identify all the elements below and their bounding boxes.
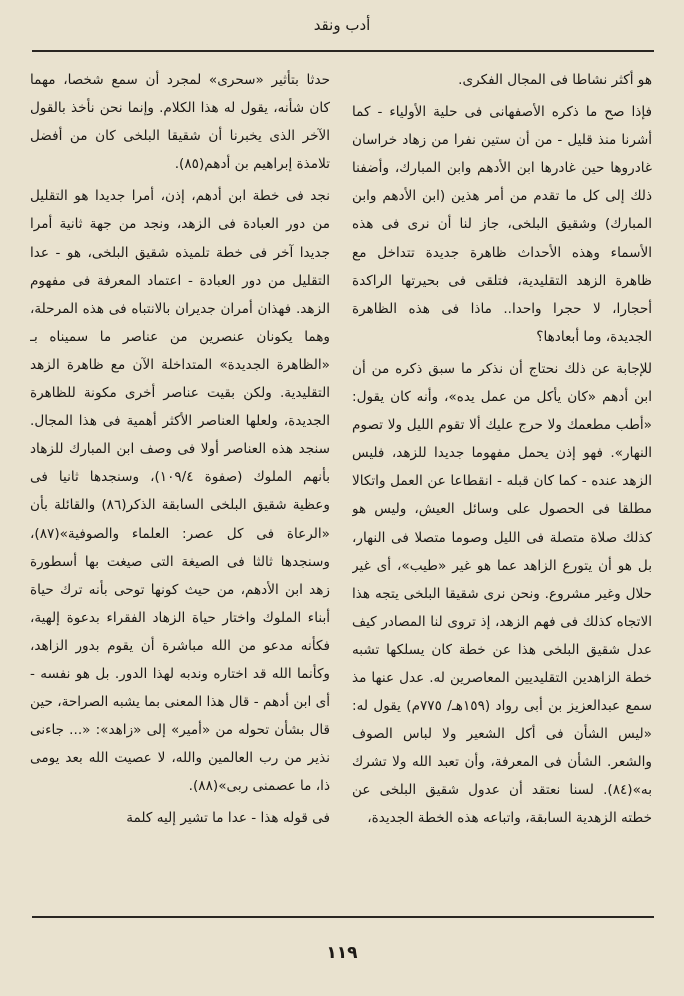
page-number: ١١٩ (326, 943, 358, 963)
paragraph: فإذا صح ما ذكره الأصفهانى فى حلية الأولياء - كما أشرنا منذ قليل - من أن ستين نفرا من زهاد خراسان غادروها حين غادرها ابن الأدهم وابن المبارك، وأضفنا ذلك إلى كل ما تقدم من أمر هذين (ابن الأدهم وابن المبارك) وشقيق البلخى، جاز لنا أن نرى فى هذه الأسماء وهذه الأحداث ظاهرة جديدة تتداخل مع ظاهرة الزهد التقليدية، فتلقى فى بحيرتها الراكدة أحجارا، لا حجرا واحدا.. ماذا فى هذه الظاهرة الجديدة، وما أبعادها؟ (352, 104, 652, 345)
paragraph: فى قوله هذا - عدا ما تشير إليه كلمة (126, 810, 330, 827)
left-column (30, 66, 330, 904)
paragraph: نجد فى خطة ابن أدهم، إذن، أمرا جديدا هو التقليل من دور العبادة فى الزهد، ونجد من جهة ثانية أمرا جديدا آخر فى خطة تلميذه شقيق البلخى، هو - عدا التقليل من دور العبادة - اعتماد المعرفة فى مفهوم الزهد. فهذان أمران جديران بالانتباه فى هذه المرحلة، وهما يكونان عنصرين من عناصر ما سميناه بـ «الظاهرة الجديدة» المتداخلة الآن مع ظاهرة الزهد التقليدية. ولكن بقيت عناصر أخرى مكونة للظاهرة الجديدة، ولعلها العناصر الأكثر أهمية فى هذا المجال. سنجد هذه العناصر أولا فى وصف ابن المبارك للزهاد بأنهم الملوك (صفوة ١٠٩/٤)، وسنجدها ثانيا فى وعظية شقيق البلخى السابقة الذكر(٨٦) والقائلة بأن «الرعاة فى كل عصر: العلماء والصوفية»(٨٧)، وسنجدها ثالثا فى الصيغة التى صيغت بها أسطورة زهد ابن الأدهم، من حيث كونها توحى بأنه ترك حياة أبناء الملوك واختار حياة الزهاد الفقراء بدعوة إلهية، فكأنه مدعو من الله مباشرة أن يقوم بدور الزاهد، وكأنما الله قد اختاره وندبه لهذا الدور. بل هو نفسه - أى ابن أدهم - قال هذا المعنى بما يشبه الصراحة، حين قال بشأن تحوله من «أمير» إلى «زاهد»: «... جاءنى نذير من رب العالمين والله، لا عصيت الله بعد يومى ذا، ما عصمنى ربى»(٨٨). (30, 188, 330, 795)
paragraph: للإجابة عن ذلك نحتاج أن نذكر ما سبق ذكره من أن ابن أدهم «كان يأكل من عمل يده»، وأنه كان يقول: «أطب مطعمك ولا حرج عليك ألا تقوم الليل ولا تصوم النهار». فهو إذن يحمل مفهوما جديدا للزهد، فليس الزهد عنده - كما كان قبله - انقطاعا عن العمل واتكالا مطلقا فى الحصول على وسائل العيش، وليس هو كذلك صلاة متصلة فى الليل وصوما متصلا فى النهار، بل هو أن يتورع الزاهد عما هو غير «طيب»، أى غير حلال وغير مشروع. ونحن نرى شقيقا البلخى يتجه هذا الاتجاه كذلك فى فهم الزهد، إذ تروى لنا المصادر كيف عدل شقيق البلخى هذا عن خطة كان يسلكها تشبه خطة الزاهدين التقليديين المعاصرين له. عدل عنها مذ سمع عبدالعزيز بن أبى رواد (١٥٩هـ/ ٧٧٥م) يقول له: «ليس الشأن فى أكل الشعير ولا لباس الصوف والشعر. الشأن فى المعرفة، وأن تعبد الله ولا تشرك به»(٨٤). لسنا نعتقد أن عدول شقيق البلخى عن خطته الزهدية السابقة، واتباعه هذه الخطة الجديدة، (352, 360, 652, 827)
paragraph: حدثا بتأثير «سحرى» لمجرد أن سمع شخصا، مهما كان شأنه، يقول له هذا الكلام. وإنما نحن نأخذ بالقول الآخر الذى يخبرنا أن شقيقا البلخى كان من أفضل تلامذة إبراهيم بن أدهم(٨٥). (30, 72, 330, 173)
right-column (352, 66, 652, 904)
footer-rule (32, 916, 654, 918)
running-header: أدب ونقد (313, 16, 371, 34)
paragraph: هو أكثر نشاطا فى المجال الفكرى. (458, 72, 652, 88)
header-rule (32, 50, 654, 52)
